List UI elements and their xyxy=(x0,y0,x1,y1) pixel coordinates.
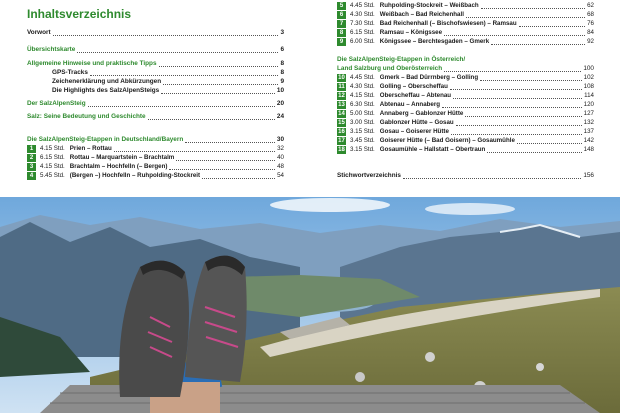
leader-dots xyxy=(169,165,275,170)
stage-duration: 3.00 Std. xyxy=(350,119,375,126)
stage-row[interactable] xyxy=(337,74,594,82)
stage-page: 108 xyxy=(583,83,594,90)
leader-dots xyxy=(491,40,585,45)
toc-heading: Inhaltsverzeichnis xyxy=(27,7,132,21)
stage-duration: 4.45 Std. xyxy=(350,2,375,9)
toc-subentry[interactable] xyxy=(27,78,284,86)
stage-route: Abtenau – Annaberg xyxy=(379,101,441,108)
toc-entry-page: 100 xyxy=(583,65,594,72)
stage-page: 84 xyxy=(587,29,594,36)
leader-dots xyxy=(53,30,279,36)
stage-duration: 5.45 Std. xyxy=(40,172,65,179)
leader-dots xyxy=(444,66,581,72)
stage-page: 114 xyxy=(584,92,594,99)
stage-route: Königssee – Berchtesgaden – Gmerk xyxy=(379,38,490,45)
stage-row[interactable] xyxy=(337,128,594,136)
stage-duration: 6.30 Std. xyxy=(350,101,375,108)
toc-section-entry[interactable] xyxy=(337,65,594,73)
stage-number-badge: 8 xyxy=(337,29,346,37)
leader-dots xyxy=(453,94,582,99)
leader-dots xyxy=(451,130,582,135)
stage-route: Oberscheffau – Abtenau xyxy=(379,92,452,99)
stage-row[interactable] xyxy=(337,137,594,145)
stage-route: Gablonzer Hütte – Gosau xyxy=(379,119,454,126)
stage-duration: 6.15 Std. xyxy=(350,29,375,36)
stage-number-badge: 12 xyxy=(338,93,345,99)
stage-route: Rottau – Marquartstein – Brachtalm xyxy=(69,154,175,161)
stage-number-badge: 14 xyxy=(338,111,345,117)
stage-row[interactable] xyxy=(337,29,594,37)
stage-route: Gosau – Goiserer Hütte xyxy=(379,128,449,135)
stage-duration: 4.45 Std. xyxy=(350,74,375,81)
stage-number-badge: 18 xyxy=(338,147,345,153)
toc-entry-page: 30 xyxy=(276,136,284,143)
toc-entry-page: 24 xyxy=(276,113,284,120)
toc-entry-page: 20 xyxy=(276,100,284,107)
stage-duration: 6.00 Std. xyxy=(350,38,375,45)
stage-page: 132 xyxy=(583,119,594,126)
toc-subentry[interactable] xyxy=(27,69,284,77)
toc-entry[interactable] xyxy=(27,60,284,68)
toc-entry-label: Übersichtskarte xyxy=(27,46,76,53)
toc-entry[interactable] xyxy=(27,29,284,37)
stage-route: Brachtalm – Hochfelln (– Bergen) xyxy=(69,163,168,170)
stage-page: 127 xyxy=(583,110,594,117)
stage-page: 148 xyxy=(583,146,594,153)
toc-entry-label: Stichwortverzeichnis xyxy=(337,172,401,179)
toc-section-entry[interactable] xyxy=(27,136,284,144)
stage-route: Goiserer Hütte (– Bad Goisern) – Gosaumühle xyxy=(379,137,515,144)
stage-duration: 4.30 Std. xyxy=(350,11,375,18)
stage-route: Golling – Oberscheffau xyxy=(379,83,448,90)
stage-route: Bad Reichenhall (– Bischofswiesen) – Ramsau xyxy=(379,20,517,27)
stage-duration: 5.00 Std. xyxy=(350,110,375,117)
leader-dots xyxy=(185,137,275,143)
rock xyxy=(355,372,365,382)
stage-duration: 3.15 Std. xyxy=(350,146,375,153)
stage-row[interactable] xyxy=(337,20,594,28)
stage-page: 40 xyxy=(277,154,284,161)
cloud xyxy=(425,203,515,215)
stage-number-badge: 15 xyxy=(338,120,345,126)
toc-entry-label: Salz: Seine Bedeutung und Geschichte xyxy=(27,113,146,120)
stage-row[interactable] xyxy=(337,38,594,46)
stage-page: 62 xyxy=(587,2,594,9)
toc-entry-page: 3 xyxy=(280,29,284,36)
leader-dots xyxy=(88,101,275,107)
stage-duration: 4.15 Std. xyxy=(40,145,65,152)
stage-row[interactable] xyxy=(337,11,594,19)
leader-dots xyxy=(403,173,581,179)
toc-entry[interactable] xyxy=(27,100,284,108)
toc-entry-label: Land Salzburg und Oberösterreich xyxy=(337,65,443,72)
stage-page: 32 xyxy=(277,145,284,152)
toc-entry-label: Die Highlights des SalzAlpenSteigs xyxy=(52,87,160,94)
stage-route: Ramsau – Königssee xyxy=(379,29,443,36)
leader-dots xyxy=(481,4,585,9)
leader-dots xyxy=(148,114,275,120)
stage-number-badge: 2 xyxy=(27,154,36,162)
leader-dots xyxy=(444,31,585,36)
stage-duration: 6.15 Std. xyxy=(40,154,65,161)
stage-row[interactable] xyxy=(337,101,594,109)
stage-number-badge: 3 xyxy=(27,163,36,171)
toc-entry-label: GPS-Tracks xyxy=(52,69,88,76)
leader-dots xyxy=(487,148,581,153)
stage-route: (Bergen –) Hochfelln – Ruhpolding-Stockreit xyxy=(69,172,201,179)
toc-entry-label: Vorwort xyxy=(27,29,51,36)
stage-duration: 4.30 Std. xyxy=(350,83,375,90)
stage-row[interactable] xyxy=(337,110,594,118)
leader-dots xyxy=(450,85,582,90)
stage-page: 54 xyxy=(277,172,284,179)
leader-dots xyxy=(90,70,279,76)
stage-duration: 4.15 Std. xyxy=(350,92,375,99)
toc-entry[interactable] xyxy=(337,172,594,180)
toc-entry-page: 156 xyxy=(583,172,594,179)
stage-page: 102 xyxy=(583,74,594,81)
cloud xyxy=(270,198,390,212)
stage-number-badge: 16 xyxy=(338,129,345,135)
stage-row[interactable] xyxy=(337,146,594,154)
toc-entry[interactable] xyxy=(27,113,284,121)
stage-page: 76 xyxy=(587,20,594,27)
stage-number-badge: 1 xyxy=(27,145,36,153)
stage-page: 142 xyxy=(583,137,594,144)
leader-dots xyxy=(161,88,275,94)
toc-entry-label: Die SalzAlpenSteig-Etappen in Deutschland/Bayern xyxy=(27,136,184,143)
stage-number-badge: 11 xyxy=(338,84,345,90)
stage-number-badge: 5 xyxy=(337,2,346,10)
leader-dots xyxy=(456,121,582,126)
rock xyxy=(425,352,435,362)
stage-number-badge: 6 xyxy=(337,11,346,19)
leader-dots xyxy=(466,13,585,18)
stage-route: Gmerk – Bad Dürrnberg – Golling xyxy=(379,74,479,81)
stage-route: Weißbach – Bad Reichenhall xyxy=(379,11,464,18)
leader-dots xyxy=(114,147,275,152)
rock xyxy=(536,363,544,371)
toc-entry-page: 10 xyxy=(276,87,284,94)
stage-duration: 3.15 Std. xyxy=(350,128,375,135)
stage-row[interactable] xyxy=(27,163,284,171)
leader-dots xyxy=(480,76,582,81)
leader-dots xyxy=(202,174,275,179)
leader-dots xyxy=(176,156,275,161)
stage-number-badge: 13 xyxy=(338,102,345,108)
toc-entry[interactable] xyxy=(27,46,284,54)
stage-number-badge: 10 xyxy=(338,75,345,81)
toc-entry-page: 9 xyxy=(280,78,284,85)
stage-page: 48 xyxy=(277,163,284,170)
stage-number-badge: 4 xyxy=(27,172,36,180)
leader-dots xyxy=(517,139,582,144)
stage-row[interactable] xyxy=(337,2,594,10)
stage-number-badge: 17 xyxy=(338,138,345,144)
stage-row[interactable] xyxy=(27,154,284,162)
stage-page: 68 xyxy=(587,11,594,18)
stage-row[interactable] xyxy=(337,83,594,91)
stage-row[interactable] xyxy=(337,92,594,100)
stage-duration: 7.30 Std. xyxy=(350,20,375,27)
toc-entry-label: Der SalzAlpenSteig xyxy=(27,100,86,107)
toc-subentry[interactable] xyxy=(27,87,284,95)
stage-route: Annaberg – Gablonzer Hütte xyxy=(379,110,464,117)
leader-dots xyxy=(159,61,279,67)
stage-duration: 4.15 Std. xyxy=(40,163,65,170)
stage-row[interactable] xyxy=(27,172,284,180)
leader-dots xyxy=(442,103,582,108)
stage-route: Prien – Rottau xyxy=(69,145,112,152)
toc-entry-label: Allgemeine Hinweise und praktische Tipps xyxy=(27,60,157,67)
stage-page: 120 xyxy=(583,101,594,108)
toc-entry-page: 8 xyxy=(280,69,284,76)
leader-dots xyxy=(77,47,278,53)
alpine-panorama-photo xyxy=(0,197,620,413)
stage-route: Gosaumühle – Hallstatt – Obertraun xyxy=(379,146,486,153)
leader-dots xyxy=(519,22,585,27)
stage-number-badge: 7 xyxy=(337,20,346,28)
toc-section-title: Die SalzAlpenSteig-Etappen in Österreich/ xyxy=(337,56,466,63)
stage-page: 137 xyxy=(583,128,594,135)
leader-dots xyxy=(163,79,278,85)
stage-route: Ruhpolding-Stockreit – Weißbach xyxy=(379,2,479,9)
stage-number-badge: 9 xyxy=(337,38,346,46)
stage-page: 92 xyxy=(587,38,594,45)
stage-duration: 3.45 Std. xyxy=(350,137,375,144)
toc-entry-label: Zeichenerklärung und Abkürzungen xyxy=(52,78,162,85)
toc-entry-page: 8 xyxy=(280,60,284,67)
leader-dots xyxy=(465,112,581,117)
toc-entry-page: 6 xyxy=(280,46,284,53)
stage-row[interactable] xyxy=(337,119,594,127)
stage-row[interactable] xyxy=(27,145,284,153)
